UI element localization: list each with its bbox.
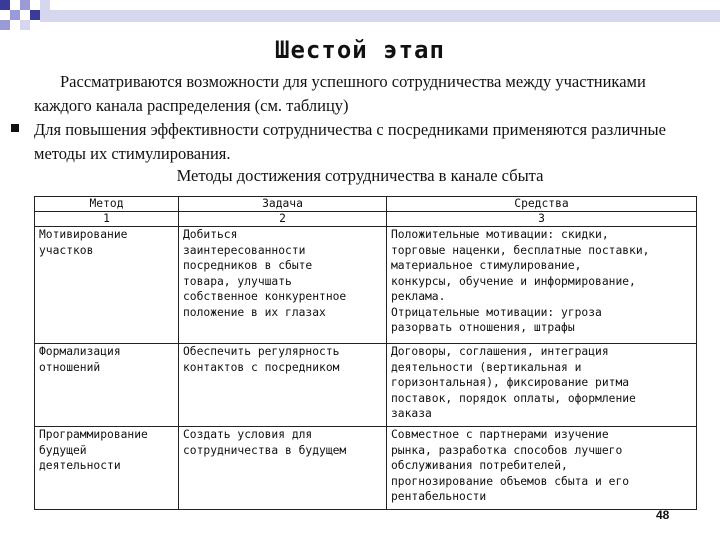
decoration-square-5 — [0, 20, 10, 30]
decoration-square-7 — [40, 0, 50, 10]
slide-title: Шестой этап — [275, 36, 445, 64]
page-number: 48 — [656, 508, 670, 522]
header-method: Метод — [35, 197, 179, 212]
method-cell: Формализация отношений — [35, 344, 179, 427]
decoration-square-6 — [20, 20, 30, 30]
intro-paragraph: Рассматриваются возможности для успешного сотрудничества между участниками каждого канала распределения (см. таблицу) — [34, 72, 646, 115]
table-row — [35, 344, 697, 427]
table-number-row — [35, 212, 697, 227]
method-cell: Мотивирование участков — [35, 227, 179, 344]
column-number-1: 1 — [35, 212, 179, 227]
decoration-square-3 — [20, 0, 30, 10]
means-cell: Совместное с партнерами изучение рынка, разработка способов лучшего обслуживания потребителей, прогнозирование объемов сбыта и его рентабельности — [387, 427, 697, 510]
table-header-row — [35, 197, 697, 212]
means-cell: Положительные мотивации: скидки, торговые наценки, бесплатные поставки, материальное стимулирование, конкурсы, обучение и информирование, реклама. Отрицательные мотивации: угроза разорвать отношения, штрафы — [387, 227, 697, 344]
header-decoration — [0, 0, 720, 32]
column-number-3: 3 — [387, 212, 697, 227]
task-cell: Обеспечить регулярность контактов с посредником — [179, 344, 387, 427]
method-cell: Программирование будущей деятельности — [35, 427, 179, 510]
task-cell: Создать условия для сотрудничества в будущем — [179, 427, 387, 510]
table-row — [35, 427, 697, 510]
decoration-bar — [40, 10, 720, 22]
bullet-square-icon — [11, 124, 19, 132]
bullet-paragraph: Для повышения эффективности сотрудничества с посредниками применяются различные методы их стимулирования. — [34, 120, 666, 163]
decoration-square-1 — [0, 0, 10, 10]
header-means: Средства — [387, 197, 697, 212]
means-cell: Договоры, соглашения, интеграция деятельности (вертикальная и горизонтальная), фиксирование ритма поставок, порядок оплаты, оформление заказа — [387, 344, 697, 427]
table-caption: Методы достижения сотрудничества в канале сбыта — [176, 166, 544, 185]
decoration-square-2 — [10, 10, 20, 20]
methods-table — [34, 196, 697, 510]
table-row — [35, 227, 697, 344]
header-task: Задача — [179, 197, 387, 212]
decoration-square-4 — [30, 10, 40, 20]
column-number-2: 2 — [179, 212, 387, 227]
task-cell: Добиться заинтересованности посредников в сбыте товара, улучшать собственное конкурентное положение в их глазах — [179, 227, 387, 344]
